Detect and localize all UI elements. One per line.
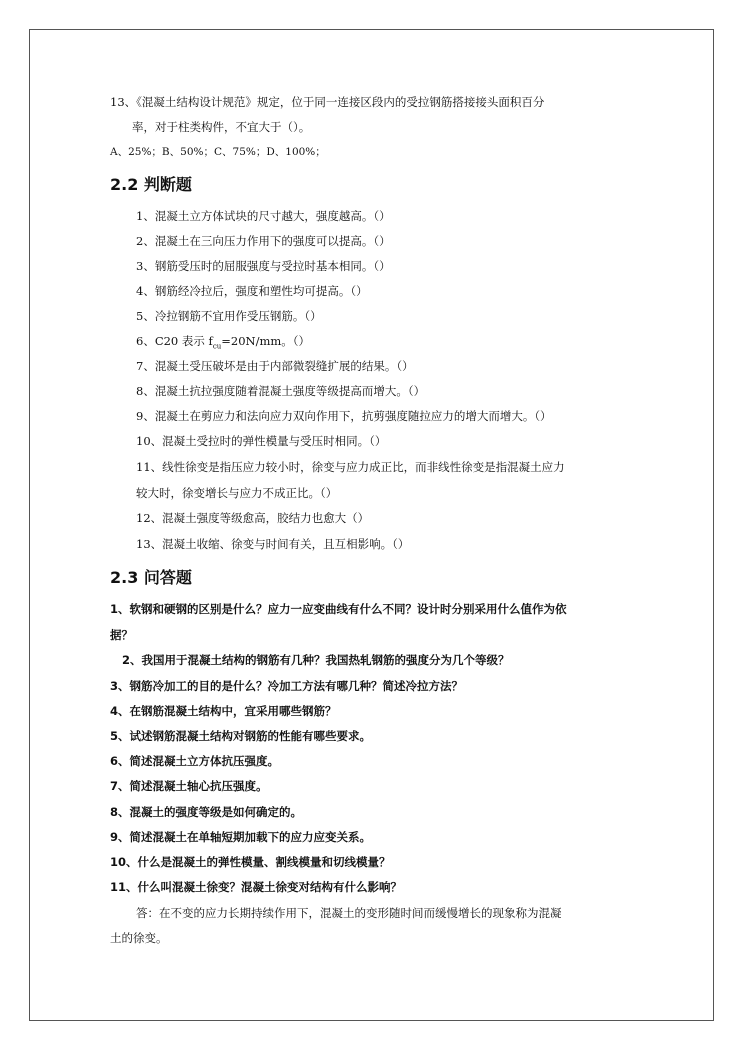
qa-item-10: 10、什么是混凝土的弹性模量、割线模量和切线模量？ xyxy=(110,855,391,869)
q13-line2: 率，对于柱类构件，不宜大于（）。 xyxy=(132,120,311,134)
qa-item-5: 5、试述钢筋混凝土结构对钢筋的性能有哪些要求。 xyxy=(110,729,371,743)
qa-item-11: 11、什么叫混凝土徐变？混凝土徐变对结构有什么影响？ xyxy=(110,880,403,894)
qa-answer-line2: 土的徐变。 xyxy=(110,931,168,945)
judgment-item-1: 1、混凝土立方体试块的尺寸越大，强度越高。（） xyxy=(136,209,391,223)
judgment-item-2: 2、混凝土在三向压力作用下的强度可以提高。（） xyxy=(136,234,391,248)
judgment-item-6 xyxy=(136,334,310,353)
judgment-item-7: 7、混凝土受压破坏是由于内部微裂缝扩展的结果。（） xyxy=(136,359,414,373)
judgment-item-11-line2: 较大时，徐变增长与应力不成正比。（） xyxy=(136,486,338,500)
judgment-item-6-subscript: cu xyxy=(212,342,222,351)
qa-item-2: 2、我国用于混凝土结构的钢筋有几种？我国热轧钢筋的强度分为几个等级？ xyxy=(122,653,510,667)
section-title-2-3: 2.3 问答题 xyxy=(110,568,192,587)
judgment-item-8: 8、混凝土抗拉强度随着混凝土强度等级提高而增大。（） xyxy=(136,384,426,398)
judgment-item-10: 10、混凝土受拉时的弹性模量与受压时相同。（） xyxy=(136,434,387,448)
qa-item-9: 9、简述混凝土在单轴短期加载下的应力应变关系。 xyxy=(110,830,371,844)
judgment-item-5: 5、冷拉钢筋不宜用作受压钢筋。（） xyxy=(136,309,322,323)
qa-item-3: 3、钢筋冷加工的目的是什么？冷加工方法有哪几种？简述冷拉方法？ xyxy=(110,679,463,693)
qa-answer-line1: 答：在不变的应力长期持续作用下，混凝土的变形随时间而缓慢增长的现象称为混凝 xyxy=(136,906,562,920)
section-title-2-2: 2.2 判断题 xyxy=(110,175,192,194)
qa-item-7: 7、简述混凝土轴心抗压强度。 xyxy=(110,779,268,793)
judgment-item-6-suffix: =20N/mm。（） xyxy=(221,334,311,348)
judgment-item-3: 3、钢筋受压时的屈服强度与受拉时基本相同。（） xyxy=(136,259,391,273)
judgment-item-9: 9、混凝土在剪应力和法向应力双向作用下，抗剪强度随拉应力的增大而增大。（） xyxy=(136,409,552,423)
qa-item-6: 6、简述混凝土立方体抗压强度。 xyxy=(110,754,279,768)
q13-options: A、25%；B、50%；C、75%；D、100%； xyxy=(110,146,326,158)
judgment-item-12: 12、混凝土强度等级愈高，胶结力也愈大（） xyxy=(136,511,370,525)
judgment-item-4: 4、钢筋经冷拉后，强度和塑性均可提高。（） xyxy=(136,284,368,298)
q13-line1: 13、《混凝土结构设计规范》规定，位于同一连接区段内的受拉钢筋搭接接头面积百分 xyxy=(110,95,545,109)
qa-item-1-line2: 据？ xyxy=(110,628,133,642)
judgment-item-13: 13、混凝土收缩、徐变与时间有关，且互相影响。（） xyxy=(136,537,410,551)
qa-item-4: 4、在钢筋混凝土结构中，宜采用哪些钢筋？ xyxy=(110,704,337,718)
qa-item-1-line1: 1、软钢和硬钢的区别是什么？应力一应变曲线有什么不同？设计时分别采用什么值作为依 xyxy=(110,602,567,616)
qa-item-8: 8、混凝土的强度等级是如何确定的。 xyxy=(110,805,302,819)
judgment-item-11-line1: 11、线性徐变是指压应力较小时，徐变与应力成正比，而非线性徐变是指混凝土应力 xyxy=(136,460,565,474)
judgment-item-6-prefix: 6、C20 表示 f xyxy=(136,334,213,348)
